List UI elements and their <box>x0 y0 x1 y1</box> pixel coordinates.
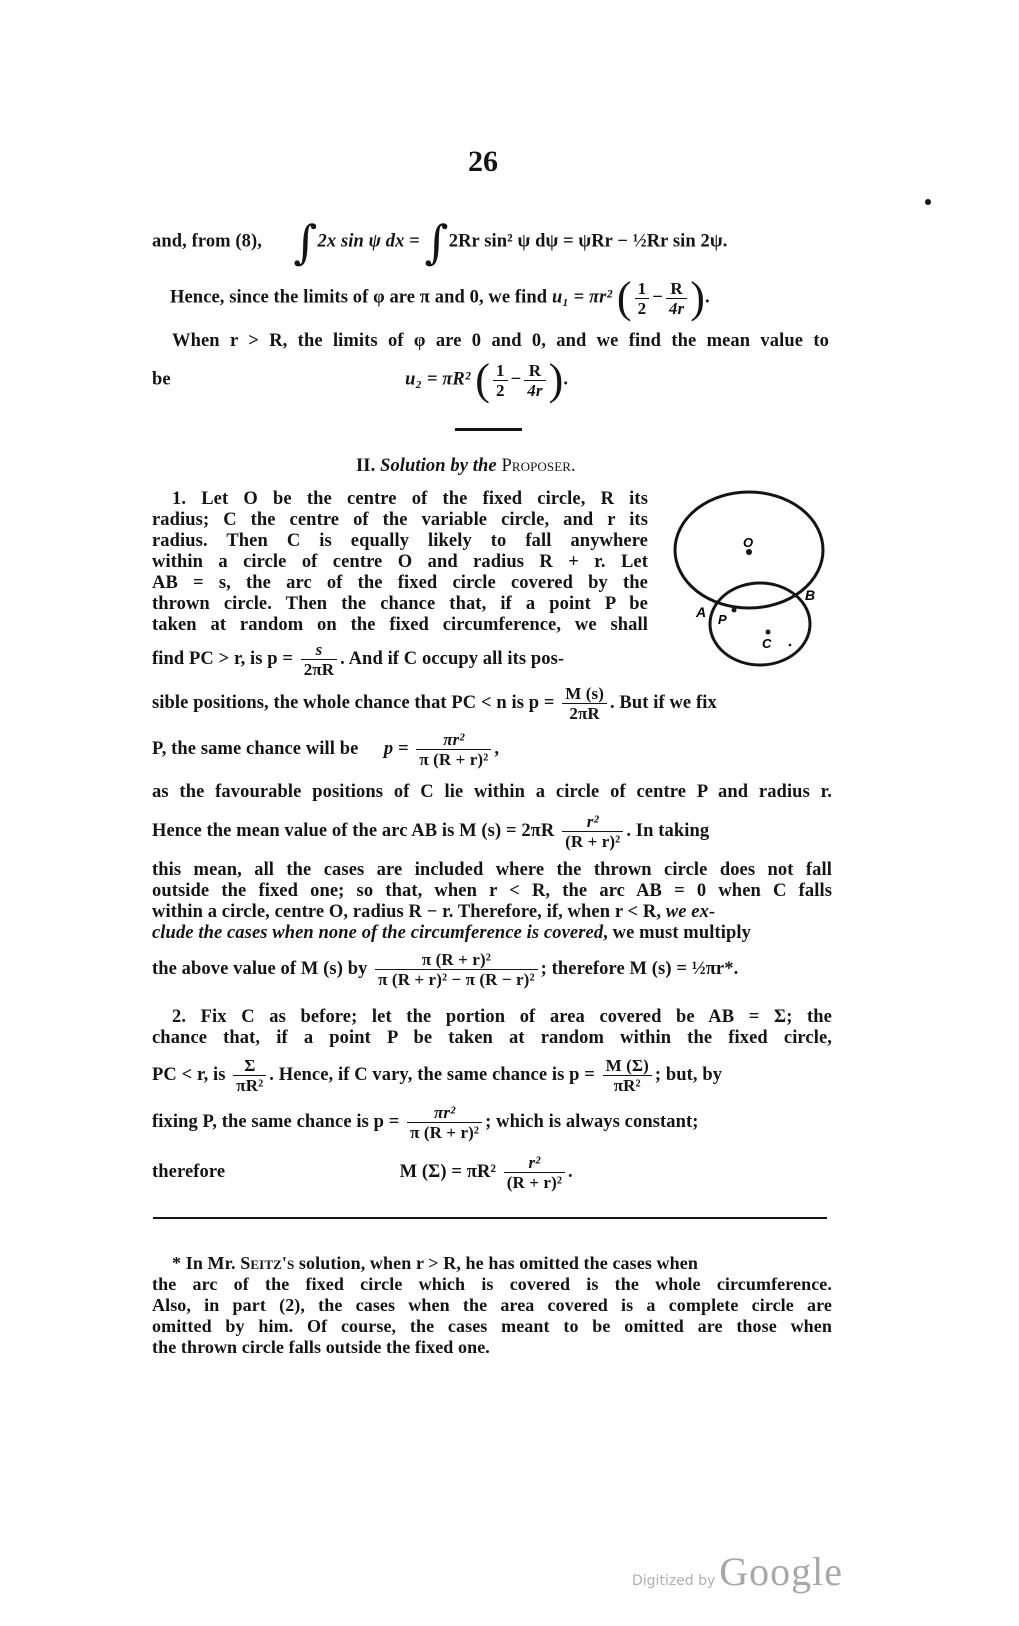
numerator: M (s) <box>562 684 607 704</box>
open-paren: ( <box>616 273 632 322</box>
footnote-marker: * <box>172 1253 182 1273</box>
section-numeral: II. <box>356 456 376 476</box>
equation-line-pc <box>152 1056 835 1095</box>
above-tail-text: ; therefore M (s) = ½πr*. <box>540 958 739 979</box>
fraction-Ms-over-2piR <box>562 684 607 723</box>
fraction-pir2-over-piRr2 <box>416 730 491 769</box>
equation-line-find-pc <box>152 640 648 679</box>
close-paren: ) <box>548 355 564 404</box>
mean-lead-text: Hence the mean value of the arc AB is M (s) = 2πR <box>152 820 555 841</box>
be-text: be <box>152 369 171 390</box>
label-P: P <box>718 612 727 627</box>
p-equals: p = <box>383 738 409 759</box>
section-italic-title: Solution by the <box>380 456 497 476</box>
text-line: as the favourable positions of C lie within a circle of centre P and radius r. <box>152 782 832 802</box>
italic-segment: we ex- <box>665 902 716 922</box>
denominator: π (R + r)² <box>410 1123 480 1142</box>
sible-lead-text: sible positions, the whole chance that PC < n is p = <box>152 692 555 713</box>
pc-lead-text: PC < r, is <box>152 1064 226 1085</box>
period: . <box>704 287 710 308</box>
text-segment: , we must multiply <box>603 923 751 943</box>
numerator: R <box>666 279 687 299</box>
period: . <box>568 1161 573 1182</box>
text-line-with-italic <box>152 901 832 923</box>
equation-line-therefore <box>152 1153 835 1192</box>
numerator: πr² <box>407 1103 482 1123</box>
equation-lead-text: and, from (8), <box>152 231 262 252</box>
numerator: R <box>524 361 545 381</box>
period: . <box>563 369 569 390</box>
footnote-divider <box>153 1217 827 1219</box>
fraction-sigma-over-piR2 <box>233 1056 266 1095</box>
fraction-Msigma-over-piR2 <box>603 1056 652 1095</box>
fraction-r2-over-Rr2 <box>504 1153 565 1192</box>
fraction-R-over-4r <box>524 361 545 400</box>
equation-line-multiply <box>152 950 835 989</box>
numerator: π (R + r)² <box>375 950 537 970</box>
denominator: (R + r)² <box>565 832 621 851</box>
ink-speck <box>925 199 931 205</box>
centre-C-dot <box>766 630 771 635</box>
denominator: 4r <box>527 380 543 400</box>
therefore-text: therefore <box>152 1161 226 1182</box>
fix-tail-text: ; which is always constant; <box>485 1111 699 1132</box>
u1-lhs: u₁ = πr² <box>551 287 613 308</box>
minus-sign: − <box>510 369 522 390</box>
numerator: Σ <box>233 1056 266 1076</box>
pc-mid-text: . Hence, if C vary, the same chance is p = <box>269 1064 595 1085</box>
numerator: 1 <box>493 361 508 381</box>
point-P-dot <box>732 608 737 613</box>
denominator: 2 <box>637 298 647 318</box>
part1-line: thrown circle. Then the chance that, if a point P be <box>152 594 648 614</box>
part1-line: AB = s, the arc of the fixed circle covered by the <box>152 573 648 593</box>
denominator: πR² <box>613 1076 641 1095</box>
watermark-prefix: Digitized by <box>632 1573 716 1589</box>
minus-sign: − <box>652 287 663 308</box>
numerator: 1 <box>635 279 650 299</box>
close-paren: ) <box>690 273 705 322</box>
denominator: 2πR <box>303 660 335 679</box>
fraction-r2-over-Rr2 <box>562 812 623 851</box>
text-line-italic <box>152 922 832 944</box>
numerator: r² <box>504 1153 565 1173</box>
integral-expression-a: 2x sin ψ dx <box>317 231 405 252</box>
mean-tail-text: . In taking <box>626 820 710 841</box>
part1-line: radius. Then C is equally likely to fall anywhere <box>152 531 648 551</box>
fraction-correction-factor <box>375 950 537 989</box>
integral-sign-icon: ∫ <box>293 215 318 269</box>
footnote-line: the arc of the fixed circle which is covered is the whole circumference. <box>152 1274 832 1294</box>
footnote-line: omitted by him. Of course, the cases meant to be omitted are those when <box>152 1316 832 1336</box>
part1-line: 1. Let O be the centre of the fixed circle, R its <box>172 489 648 509</box>
u2-lhs: u₂ = πR² <box>405 369 471 390</box>
italic-segment: clude the cases when none of the circumference is covered <box>152 923 604 943</box>
google-logo-text: Google <box>719 1549 844 1594</box>
section-divider <box>455 428 522 431</box>
equation-line-u1 <box>170 273 710 322</box>
fraction-s-over-2piR <box>301 640 337 679</box>
fixP-lead-text: P, the same chance will be <box>152 738 359 759</box>
section-heading <box>356 455 576 477</box>
part2-line: chance that, if a point P be taken at random within the fixed circle, <box>152 1028 832 1048</box>
fraction-one-half <box>493 361 508 400</box>
label-A: A <box>696 604 707 620</box>
equation-line-fixing-P <box>152 1103 835 1142</box>
therefore-lhs: M (Σ) = πR² <box>399 1161 497 1182</box>
integral-expression-b: 2Rr sin² ψ dψ = ψRr − ½Rr sin 2ψ. <box>448 231 728 252</box>
comma: , <box>494 738 500 759</box>
pc-tail-text: ; but, by <box>654 1064 723 1085</box>
equals-sign: = <box>409 231 420 252</box>
part1-line: radius; C the centre of the variable circle, and r its <box>152 510 648 530</box>
equation-line-mean-value <box>152 812 835 851</box>
label-B: B <box>805 587 816 603</box>
denominator: πR² <box>236 1076 264 1095</box>
two-circles-diagram <box>672 490 837 670</box>
fix-lead-text: fixing P, the same chance is p = <box>152 1111 400 1132</box>
numerator: πr² <box>416 730 491 750</box>
fraction-R-over-4r <box>666 279 687 318</box>
part2-line: 2. Fix C as before; let the portion of area covered be AB = Σ; the <box>172 1007 832 1027</box>
denominator: 2πR <box>569 704 600 723</box>
footnote-first-line <box>172 1252 832 1274</box>
equation-line-u2 <box>152 355 835 404</box>
numerator: r² <box>562 812 623 832</box>
equation-line-fix-P <box>152 730 835 769</box>
above-lead-text: the above value of M (s) by <box>152 958 368 979</box>
footnote-line: Also, in part (2), the cases when the area covered is a complete circle are <box>152 1295 832 1315</box>
text-segment: within a circle, centre O, radius R − r. Therefore, if, when r < R, <box>152 902 662 922</box>
section-author: Proposer. <box>501 456 576 476</box>
denominator: 2 <box>496 380 505 400</box>
text-line: When r > R, the limits of φ are 0 and 0, and we find the mean value to <box>172 331 829 351</box>
find-lead-text: find PC > r, is p = <box>152 648 294 669</box>
integral-sign-icon: ∫ <box>424 215 449 269</box>
numerator: s <box>301 640 337 660</box>
u1-lead-text: Hence, since the limits of φ are π and 0, we find <box>170 287 548 308</box>
equation-line-whole-chance <box>152 684 835 723</box>
text-segment: In Mr. <box>185 1253 236 1273</box>
digitized-by-google-watermark <box>632 1548 843 1595</box>
sible-tail-text: . But if we fix <box>609 692 717 713</box>
text-line: this mean, all the cases are included where the thrown circle does not fall <box>152 860 832 880</box>
text-line: outside the fixed one; so that, when r < R, the arc AB = 0 when C falls <box>152 881 832 901</box>
part1-line: within a circle of centre O and radius R + r. Let <box>152 552 648 572</box>
text-segment: solution, when r > R, he has omitted the cases when <box>298 1253 698 1273</box>
label-C: C <box>762 636 772 651</box>
denominator: (R + r)² <box>506 1173 563 1192</box>
find-tail-text: . And if C occupy all its pos- <box>340 648 565 669</box>
denominator: π (R + r)² − π (R − r)² <box>378 970 535 989</box>
fraction-one-half <box>635 279 650 318</box>
numerator: M (Σ) <box>603 1056 652 1076</box>
denominator: π (R + r)² <box>419 750 489 769</box>
small-dot <box>789 644 792 647</box>
open-paren: ( <box>475 355 490 404</box>
fraction-pir2-over-piRr2 <box>407 1103 482 1142</box>
part1-line: taken at random on the fixed circumference, we shall <box>152 615 648 635</box>
footnote-author-name: Seitz's <box>240 1253 295 1273</box>
equation-line-integral <box>152 215 835 269</box>
denominator: 4r <box>668 298 685 318</box>
page-number: 26 <box>468 145 498 178</box>
label-O: O <box>743 535 754 550</box>
footnote-line: the thrown circle falls outside the fixed one. <box>152 1337 490 1357</box>
